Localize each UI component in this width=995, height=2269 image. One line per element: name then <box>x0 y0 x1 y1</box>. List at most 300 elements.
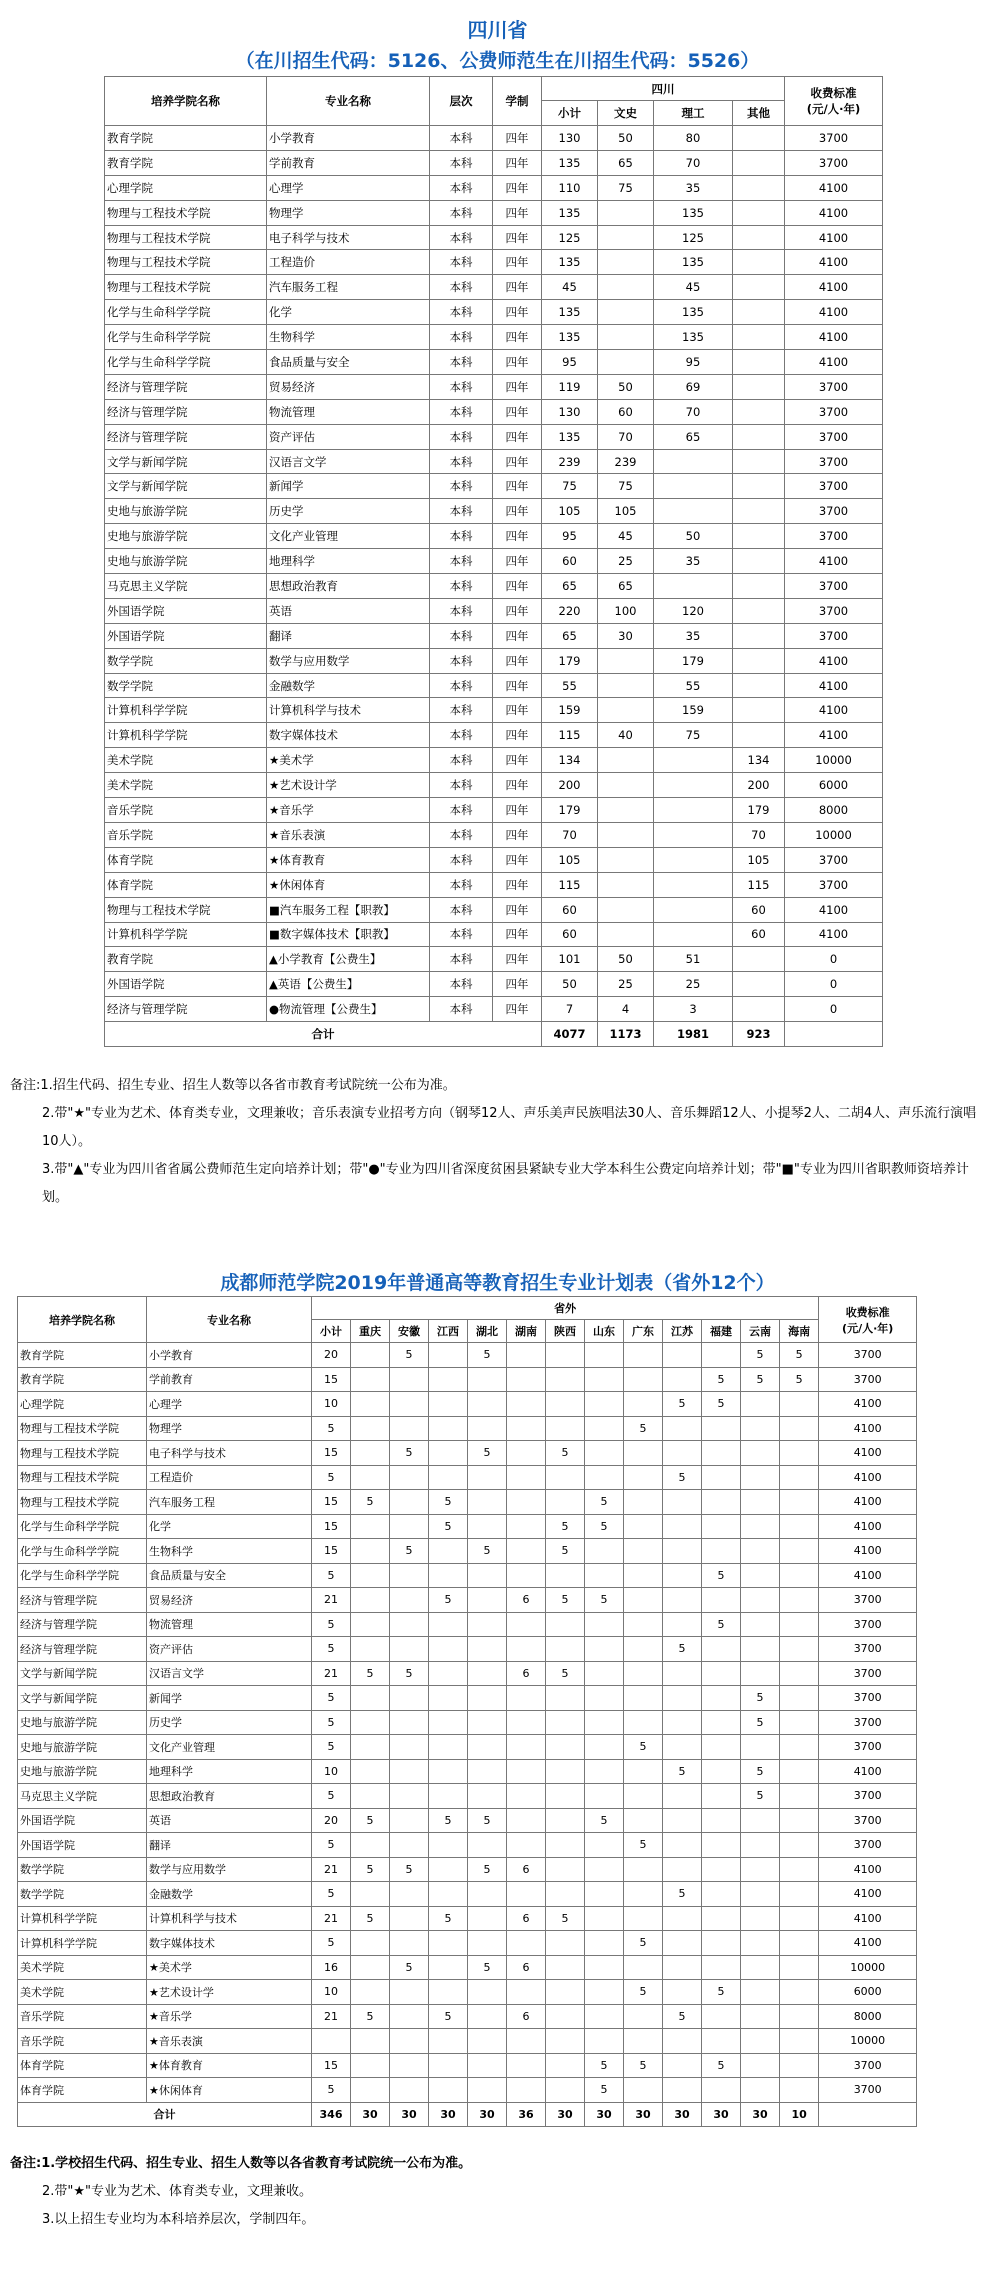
other-cell: 200 <box>733 773 785 798</box>
province-count-cell <box>546 1465 585 1490</box>
arts-cell <box>598 300 654 325</box>
province-count-cell: 5 <box>546 1906 585 1931</box>
province-count-cell <box>741 1808 780 1833</box>
other-cell <box>733 150 785 175</box>
science-cell: 75 <box>654 723 733 748</box>
fee-cell: 4100 <box>785 275 883 300</box>
level-cell: 本科 <box>430 698 493 723</box>
other-cell <box>733 250 785 275</box>
province-count-cell: 5 <box>351 1808 390 1833</box>
fee-cell: 4100 <box>785 200 883 225</box>
header2-province: 湖北 <box>468 1320 507 1343</box>
other-cell <box>733 126 785 151</box>
major-cell: 金融数学 <box>147 1882 312 1907</box>
fee-cell: 3700 <box>819 1343 917 1368</box>
province-count-cell <box>741 1661 780 1686</box>
major-cell: ▲小学教育【公费生】 <box>267 947 430 972</box>
province-count-cell <box>390 1465 429 1490</box>
duration-cell: 四年 <box>493 897 542 922</box>
note-3: 3.带"▲"专业为四川省省属公费师范生定向培养计划；带"●"专业为四川省深度贫困县紧缺专业大学本科生公费定向培养计划；带"■"专业为四川省职教师资培养计划。 <box>42 1162 969 1205</box>
header2-province: 山东 <box>585 1320 624 1343</box>
duration-cell: 四年 <box>493 972 542 997</box>
arts-cell: 25 <box>598 549 654 574</box>
province-count-cell <box>351 1784 390 1809</box>
province-count-cell <box>741 1441 780 1466</box>
province-count-cell: 5 <box>702 2053 741 2078</box>
science-cell <box>654 773 733 798</box>
college-cell: 化学与生命科学学院 <box>18 1563 147 1588</box>
major-cell: 历史学 <box>147 1710 312 1735</box>
college-cell: 化学与生命科学学院 <box>105 325 267 350</box>
table-row <box>18 1833 917 1858</box>
section1-title: 四川省 <box>467 18 528 42</box>
fee-unit: (元/人·年) <box>806 102 861 116</box>
table-row <box>18 2078 917 2103</box>
table-row <box>105 399 883 424</box>
major-cell: 翻译 <box>267 623 430 648</box>
college-cell: 史地与旅游学院 <box>18 1710 147 1735</box>
fee-cell: 4100 <box>819 1490 917 1515</box>
province-count-cell <box>663 1588 702 1613</box>
province-count-cell <box>741 1857 780 1882</box>
major-cell: 汽车服务工程 <box>147 1490 312 1515</box>
subtotal-cell: 50 <box>542 972 598 997</box>
province-count-cell <box>780 1661 819 1686</box>
major-cell: 新闻学 <box>267 474 430 499</box>
arts-cell <box>598 922 654 947</box>
total-count-cell: 30 <box>390 2102 429 2127</box>
province-count-cell <box>741 1514 780 1539</box>
province-count-cell: 5 <box>390 1343 429 1368</box>
science-cell: 135 <box>654 300 733 325</box>
subtotal-cell: 95 <box>542 350 598 375</box>
province-count-cell <box>429 1392 468 1417</box>
province-count-cell <box>702 1882 741 1907</box>
province-count-cell: 10 <box>312 1980 351 2005</box>
duration-cell: 四年 <box>493 748 542 773</box>
subtotal-cell: 220 <box>542 598 598 623</box>
science-cell: 135 <box>654 325 733 350</box>
province-count-cell <box>351 1612 390 1637</box>
province-count-cell: 20 <box>312 1808 351 1833</box>
subtotal-cell: 105 <box>542 847 598 872</box>
province-count-cell <box>780 1882 819 1907</box>
province-count-cell <box>741 1612 780 1637</box>
province-count-cell <box>546 1710 585 1735</box>
college-cell: 经济与管理学院 <box>18 1612 147 1637</box>
province-count-cell <box>741 1465 780 1490</box>
major-cell: 资产评估 <box>267 424 430 449</box>
province-count-cell <box>468 1833 507 1858</box>
table-row <box>18 1857 917 1882</box>
major-cell: 思想政治教育 <box>147 1784 312 1809</box>
province-count-cell <box>507 2053 546 2078</box>
province-count-cell <box>780 2004 819 2029</box>
province-count-cell: 5 <box>585 1490 624 1515</box>
province-count-cell <box>351 1833 390 1858</box>
fee-cell: 10000 <box>785 822 883 847</box>
major-cell: 地理科学 <box>267 549 430 574</box>
level-cell: 本科 <box>430 673 493 698</box>
section1-subtitle: （在川招生代码：5126、公费师范生在川招生代码：5526） <box>235 50 760 72</box>
college-cell: 史地与旅游学院 <box>105 524 267 549</box>
province-count-cell <box>780 2029 819 2054</box>
province-count-cell: 5 <box>546 1588 585 1613</box>
total-science: 1981 <box>654 1022 733 1047</box>
province-count-cell <box>468 2029 507 2054</box>
province-count-cell <box>702 1735 741 1760</box>
fee-cell: 4100 <box>785 673 883 698</box>
subtotal-cell: 130 <box>542 126 598 151</box>
province-count-cell <box>390 1563 429 1588</box>
province-count-cell <box>546 2029 585 2054</box>
province-count-cell: 5 <box>741 1784 780 1809</box>
table-row <box>18 1465 917 1490</box>
major-cell: ■汽车服务工程【职教】 <box>267 897 430 922</box>
table-row <box>18 1661 917 1686</box>
province-count-cell <box>351 1759 390 1784</box>
province-count-cell <box>390 2004 429 2029</box>
fee-cell: 6000 <box>785 773 883 798</box>
subtotal-cell: 60 <box>542 549 598 574</box>
subtotal-cell: 65 <box>542 574 598 599</box>
province-count-cell <box>624 1441 663 1466</box>
fee-cell: 6000 <box>819 1980 917 2005</box>
province-count-cell <box>702 1539 741 1564</box>
other-cell: 60 <box>733 922 785 947</box>
arts-cell <box>598 847 654 872</box>
province-count-cell <box>390 1367 429 1392</box>
province-count-cell <box>546 1416 585 1441</box>
college-cell: 计算机科学学院 <box>18 1906 147 1931</box>
science-cell <box>654 872 733 897</box>
province-count-cell <box>624 1955 663 1980</box>
province-count-cell <box>468 2004 507 2029</box>
table-row <box>18 2053 917 2078</box>
province-count-cell <box>780 1563 819 1588</box>
province-count-cell <box>546 1784 585 1809</box>
province-count-cell <box>507 1686 546 1711</box>
province-count-cell <box>429 1367 468 1392</box>
fee-cell: 3700 <box>785 847 883 872</box>
major-cell: 食品质量与安全 <box>147 1563 312 1588</box>
province-count-cell <box>624 1343 663 1368</box>
province-count-cell <box>546 1735 585 1760</box>
total-count-cell: 30 <box>741 2102 780 2127</box>
province-count-cell <box>585 1343 624 1368</box>
province-count-cell <box>351 2053 390 2078</box>
fee-cell: 4100 <box>819 1441 917 1466</box>
duration-cell: 四年 <box>493 499 542 524</box>
college-cell: 物理与工程技术学院 <box>18 1465 147 1490</box>
province-count-cell <box>585 1441 624 1466</box>
header-region: 四川 <box>542 77 785 101</box>
table-row <box>18 1686 917 1711</box>
province-count-cell <box>663 1833 702 1858</box>
major-cell: 学前教育 <box>267 150 430 175</box>
province-count-cell: 5 <box>585 1808 624 1833</box>
other-cell <box>733 524 785 549</box>
province-count-cell <box>663 2029 702 2054</box>
major-cell: ●物流管理【公费生】 <box>267 997 430 1022</box>
fee-cell: 3700 <box>785 574 883 599</box>
college-cell: 体育学院 <box>18 2078 147 2103</box>
province-count-cell <box>507 1710 546 1735</box>
college-cell: 马克思主义学院 <box>105 574 267 599</box>
table-row <box>18 1612 917 1637</box>
province-count-cell: 5 <box>624 2053 663 2078</box>
college-cell: 外国语学院 <box>105 623 267 648</box>
table-row <box>105 798 883 823</box>
province-count-cell <box>468 1563 507 1588</box>
province-count-cell: 5 <box>663 1759 702 1784</box>
science-cell <box>654 748 733 773</box>
arts-cell: 65 <box>598 150 654 175</box>
province-count-cell <box>390 1514 429 1539</box>
province-count-cell: 5 <box>429 1588 468 1613</box>
table-row <box>18 1759 917 1784</box>
province-count-cell <box>663 1857 702 1882</box>
province-count-cell: 5 <box>741 1710 780 1735</box>
province-count-cell <box>702 2004 741 2029</box>
major-cell: 数字媒体技术 <box>147 1931 312 1956</box>
province-count-cell: 5 <box>312 1416 351 1441</box>
province-count-cell <box>390 2029 429 2054</box>
arts-cell: 25 <box>598 972 654 997</box>
arts-cell: 40 <box>598 723 654 748</box>
college-cell: 音乐学院 <box>18 2029 147 2054</box>
province-count-cell <box>429 1980 468 2005</box>
subtotal-cell: 135 <box>542 300 598 325</box>
province-count-cell <box>663 1514 702 1539</box>
college-cell: 物理与工程技术学院 <box>105 225 267 250</box>
province-count-cell <box>663 1784 702 1809</box>
province-count-cell <box>780 1735 819 1760</box>
province-count-cell: 5 <box>780 1367 819 1392</box>
province-count-cell <box>702 2078 741 2103</box>
major-cell: ★美术学 <box>147 1955 312 1980</box>
table-row <box>105 872 883 897</box>
subtotal-cell: 135 <box>542 325 598 350</box>
province-count-cell <box>702 1686 741 1711</box>
province-count-cell: 5 <box>546 1661 585 1686</box>
header-level: 层次 <box>430 77 493 126</box>
province-count-cell <box>507 1931 546 1956</box>
province-count-cell <box>780 1637 819 1662</box>
table-row <box>105 499 883 524</box>
fee-cell: 4100 <box>819 1539 917 1564</box>
science-cell: 80 <box>654 126 733 151</box>
college-cell: 心理学院 <box>18 1392 147 1417</box>
province-count-cell <box>585 1882 624 1907</box>
province-count-cell <box>663 1490 702 1515</box>
other-cell: 134 <box>733 748 785 773</box>
fee-cell: 10000 <box>819 1955 917 1980</box>
major-cell: ★音乐表演 <box>267 822 430 847</box>
province-count-cell <box>546 1955 585 1980</box>
header2-college: 培养学院名称 <box>18 1297 147 1343</box>
fee-cell: 4100 <box>785 549 883 574</box>
province-count-cell <box>663 2053 702 2078</box>
duration-cell: 四年 <box>493 922 542 947</box>
province-count-cell: 5 <box>624 1735 663 1760</box>
total-label: 合计 <box>18 2102 312 2127</box>
province-count-cell <box>429 1955 468 1980</box>
province-count-cell <box>702 1514 741 1539</box>
header2-province: 江苏 <box>663 1320 702 1343</box>
duration-cell: 四年 <box>493 773 542 798</box>
province-count-cell <box>468 1392 507 1417</box>
major-cell: 工程造价 <box>267 250 430 275</box>
other-cell <box>733 350 785 375</box>
arts-cell: 50 <box>598 374 654 399</box>
major-cell: ★美术学 <box>267 748 430 773</box>
science-cell: 70 <box>654 399 733 424</box>
province-count-cell <box>702 1857 741 1882</box>
science-cell: 135 <box>654 200 733 225</box>
province-count-cell <box>390 1980 429 2005</box>
table-row <box>105 648 883 673</box>
province-count-cell <box>468 1710 507 1735</box>
province-count-cell <box>429 2078 468 2103</box>
other-cell <box>733 225 785 250</box>
province-count-cell <box>546 1808 585 1833</box>
province-count-cell: 5 <box>351 1661 390 1686</box>
college-cell: 体育学院 <box>18 2053 147 2078</box>
college-cell: 美术学院 <box>105 748 267 773</box>
province-count-cell: 5 <box>585 1588 624 1613</box>
subtotal-cell: 119 <box>542 374 598 399</box>
header-major: 专业名称 <box>267 77 430 126</box>
subtotal-cell: 75 <box>542 474 598 499</box>
other-cell <box>733 997 785 1022</box>
college-cell: 文学与新闻学院 <box>18 1661 147 1686</box>
province-count-cell <box>507 1882 546 1907</box>
province-count-cell <box>390 1833 429 1858</box>
province-count-cell <box>585 1661 624 1686</box>
province-count-cell <box>741 1392 780 1417</box>
subtotal-cell: 55 <box>542 673 598 698</box>
province-count-cell <box>468 1882 507 1907</box>
major-cell: 学前教育 <box>147 1367 312 1392</box>
subtotal-cell: 7 <box>542 997 598 1022</box>
major-cell: ★体育教育 <box>147 2053 312 2078</box>
province-count-cell <box>702 1955 741 1980</box>
subtotal-cell: 179 <box>542 648 598 673</box>
college-cell: 文学与新闻学院 <box>105 449 267 474</box>
other-cell: 105 <box>733 847 785 872</box>
table-row <box>105 225 883 250</box>
province-count-cell <box>585 1833 624 1858</box>
province-count-cell <box>780 1465 819 1490</box>
province-count-cell <box>624 1759 663 1784</box>
province-count-cell <box>585 1980 624 2005</box>
major-cell: ★休闲体育 <box>147 2078 312 2103</box>
province-count-cell <box>702 2029 741 2054</box>
out-of-province-table-body <box>18 1343 917 2127</box>
province-count-cell <box>507 1416 546 1441</box>
table-row <box>18 1980 917 2005</box>
arts-cell: 65 <box>598 574 654 599</box>
arts-cell: 239 <box>598 449 654 474</box>
total-count-cell: 30 <box>468 2102 507 2127</box>
duration-cell: 四年 <box>493 698 542 723</box>
other-cell: 70 <box>733 822 785 847</box>
province-count-cell: 5 <box>585 2053 624 2078</box>
major-cell: 思想政治教育 <box>267 574 430 599</box>
province-count-cell <box>702 1416 741 1441</box>
duration-cell: 四年 <box>493 549 542 574</box>
province-count-cell <box>351 2078 390 2103</box>
province-count-cell <box>702 1808 741 1833</box>
major-cell: 心理学 <box>267 175 430 200</box>
level-cell: 本科 <box>430 350 493 375</box>
province-count-cell <box>546 1857 585 1882</box>
table-row <box>105 374 883 399</box>
province-count-cell <box>429 1343 468 1368</box>
province-count-cell <box>390 1808 429 1833</box>
province-count-cell: 21 <box>312 1661 351 1686</box>
province-count-cell: 5 <box>312 1710 351 1735</box>
province-count-cell <box>702 1759 741 1784</box>
province-count-cell <box>663 1686 702 1711</box>
fee-cell: 4100 <box>785 300 883 325</box>
province-count-cell: 5 <box>351 1857 390 1882</box>
table-row <box>18 1343 917 1368</box>
duration-cell: 四年 <box>493 598 542 623</box>
province-count-cell <box>624 2029 663 2054</box>
province-count-cell <box>780 1392 819 1417</box>
province-count-cell: 20 <box>312 1343 351 1368</box>
subtotal-cell: 135 <box>542 424 598 449</box>
table-row <box>18 1784 917 1809</box>
fee-cell: 4100 <box>819 1906 917 1931</box>
table-row <box>105 350 883 375</box>
total-count-cell: 30 <box>546 2102 585 2127</box>
province-count-cell <box>468 1661 507 1686</box>
province-count-cell: 5 <box>312 1465 351 1490</box>
fee-cell: 3700 <box>819 1588 917 1613</box>
province-count-cell <box>741 1490 780 1515</box>
sichuan-plan-table <box>104 76 883 1047</box>
province-count-cell: 5 <box>351 1490 390 1515</box>
science-cell <box>654 822 733 847</box>
arts-cell <box>598 872 654 897</box>
province-count-cell <box>663 1980 702 2005</box>
major-cell: 资产评估 <box>147 1637 312 1662</box>
fee-cell: 4100 <box>819 1759 917 1784</box>
science-cell: 50 <box>654 524 733 549</box>
province-count-cell <box>702 1833 741 1858</box>
province-count-cell <box>351 1735 390 1760</box>
province-count-cell <box>351 1588 390 1613</box>
province-count-cell <box>702 1784 741 1809</box>
science-cell: 55 <box>654 673 733 698</box>
level-cell: 本科 <box>430 474 493 499</box>
province-count-cell <box>546 1343 585 1368</box>
college-cell: 体育学院 <box>105 847 267 872</box>
note-1: 备注:1.招生代码、招生专业、招生人数等以各省市教育考试院统一公布为准。 <box>10 1078 456 1093</box>
province-count-cell <box>507 1441 546 1466</box>
duration-cell: 四年 <box>493 374 542 399</box>
duration-cell: 四年 <box>493 997 542 1022</box>
major-cell: 生物科学 <box>147 1539 312 1564</box>
province-count-cell <box>351 1343 390 1368</box>
province-count-cell <box>702 1661 741 1686</box>
major-cell: 电子科学与技术 <box>267 225 430 250</box>
province-count-cell <box>663 1563 702 1588</box>
total-count-cell: 30 <box>429 2102 468 2127</box>
